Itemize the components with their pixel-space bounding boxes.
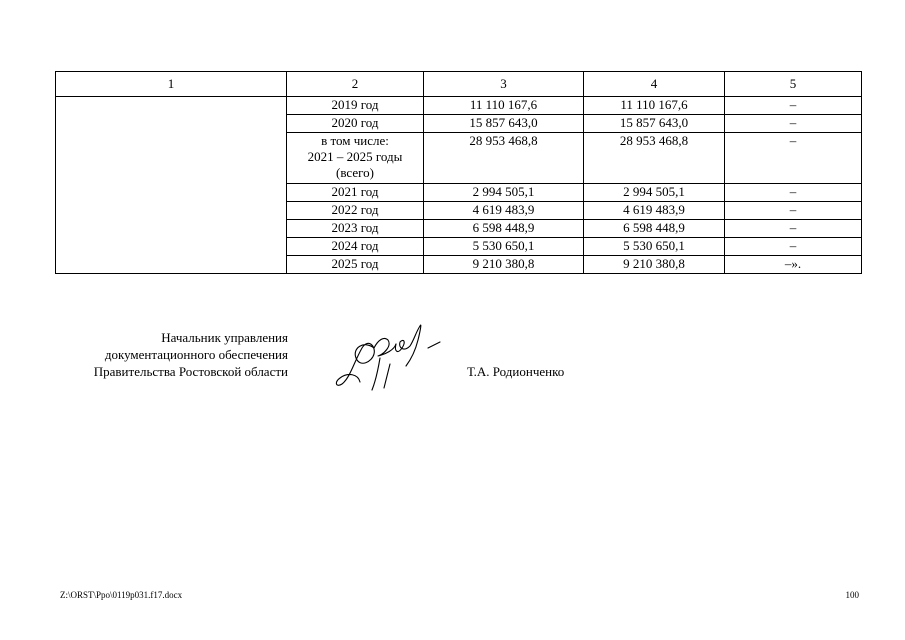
year-cell	[287, 133, 424, 184]
signer-title	[60, 329, 288, 380]
other-value-cell: –	[725, 184, 862, 202]
handwritten-signature	[334, 318, 444, 396]
signer-title-line: документационного обеспечения	[104, 347, 288, 362]
other-value-cell: –	[725, 220, 862, 238]
footer-file-path: Z:\ORST\Ppo\0119p031.f17.docx	[60, 590, 183, 600]
total-value-cell: 11 110 167,6	[424, 97, 584, 115]
other-value-cell: –	[725, 202, 862, 220]
regional-value-cell: 6 598 448,9	[584, 220, 725, 238]
regional-value-cell: 15 857 643,0	[584, 115, 725, 133]
other-value-cell: –	[725, 97, 862, 115]
subtotal-label: в том числе: 2021 – 2025 годы (всего)	[307, 133, 403, 180]
regional-value-cell: 2 994 505,1	[584, 184, 725, 202]
table-row	[56, 97, 862, 115]
total-value-cell: 2 994 505,1	[424, 184, 584, 202]
total-value-cell: 4 619 483,9	[424, 202, 584, 220]
other-value-cell: –	[725, 133, 862, 184]
regional-value-cell: 5 530 650,1	[584, 238, 725, 256]
budget-table	[55, 71, 862, 274]
year-cell: 2024 год	[287, 238, 424, 256]
other-value-cell: –».	[725, 256, 862, 274]
year-cell: 2023 год	[287, 220, 424, 238]
page-number: 100	[845, 590, 859, 600]
column-number-4: 4	[584, 72, 725, 97]
column-number-3: 3	[424, 72, 584, 97]
regional-value-cell: 9 210 380,8	[584, 256, 725, 274]
total-value-cell: 15 857 643,0	[424, 115, 584, 133]
year-cell: 2025 год	[287, 256, 424, 274]
year-cell: 2022 год	[287, 202, 424, 220]
column-number-5: 5	[725, 72, 862, 97]
other-value-cell: –	[725, 115, 862, 133]
year-cell: 2019 год	[287, 97, 424, 115]
regional-value-cell: 4 619 483,9	[584, 202, 725, 220]
total-value-cell: 9 210 380,8	[424, 256, 584, 274]
signer-title-line: Правительства Ростовской области	[93, 364, 288, 379]
column-number-1: 1	[56, 72, 287, 97]
other-value-cell: –	[725, 238, 862, 256]
total-value-cell: 5 530 650,1	[424, 238, 584, 256]
total-value-cell: 6 598 448,9	[424, 220, 584, 238]
year-cell: 2021 год	[287, 184, 424, 202]
signer-title-line: Начальник управления	[161, 330, 288, 345]
signer-name: Т.А. Родионченко	[467, 364, 565, 379]
column-number-2: 2	[287, 72, 424, 97]
regional-value-cell: 28 953 468,8	[584, 133, 725, 184]
year-cell: 2020 год	[287, 115, 424, 133]
table-header-row	[56, 72, 862, 97]
regional-value-cell: 11 110 167,6	[584, 97, 725, 115]
total-value-cell: 28 953 468,8	[424, 133, 584, 184]
merged-label-cell	[56, 97, 287, 274]
